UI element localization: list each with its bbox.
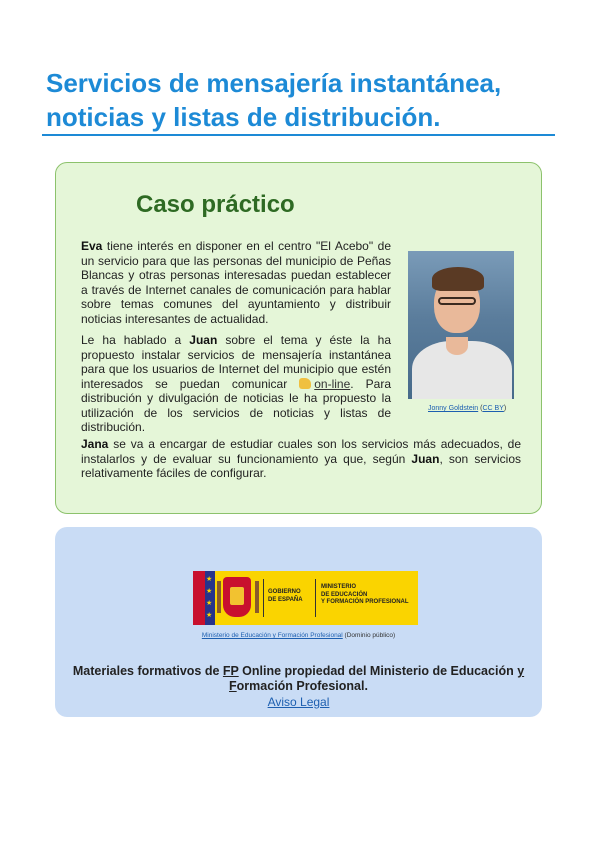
case-paragraph-2-pre: Le ha hablado a [81, 333, 190, 347]
name-jana: Jana [81, 437, 109, 451]
photo-neck [446, 337, 468, 355]
name-juan-2: Juan [411, 451, 440, 466]
footer-box [55, 527, 542, 717]
logo-flag-red [193, 571, 205, 625]
footer-text-b: Online propiedad del Ministerio de Educación [238, 664, 518, 678]
logo-government-text: GOBIERNO DE ESPAÑA [268, 589, 303, 603]
footer-text-f: F [229, 679, 237, 693]
case-study-box [55, 162, 542, 514]
photo-caption-close: ) [503, 405, 507, 412]
case-paragraph-1-text: tiene interés en disponer en el centro "El Acebo" de un servicio para que las personas del municipio de Peñas Blancas y otras personas interesadas puedan establecer a través de Internet canales de comunicación para hablar sobre temas comunes del ayuntamiento y distribuir noticias interesantes de actualidad. [81, 239, 391, 326]
footer-ownership-text [55, 664, 542, 694]
photo-author-link[interactable]: Jonny Goldstein [428, 405, 479, 412]
hand-pointer-icon [299, 378, 311, 389]
case-paragraph-3 [81, 437, 521, 481]
case-paragraph-2 [81, 333, 391, 435]
ministry-credit-link[interactable]: Ministerio de Educación y Formación Profesional [201, 632, 343, 639]
case-paragraph-2-mid: sobre el tema y éste la ha propuesto instalar servicios de mensajería instantánea para que los usuarios de Internet del municipio que estén interesados se puedan comunicar [81, 333, 391, 391]
photo-caption-open: ( [478, 405, 483, 412]
footer-text-y: y [517, 664, 525, 678]
legal-notice-link[interactable]: Aviso Legal [267, 695, 330, 709]
photo-glasses [438, 297, 476, 305]
logo-ministry-text: MINISTERIO DE EDUCACIÓN Y FORMACIÓN PROFESIONAL [321, 584, 409, 605]
case-paragraph-2-post: . Para distribución y divulgación de noticias le ha propuesto la utilización de los servicios de noticias y listas de distribución. [81, 376, 391, 434]
online-glossary-link[interactable]: on-line [314, 376, 351, 391]
title-divider [42, 134, 555, 136]
star-icon: ★ [206, 600, 213, 607]
logo-divider-1 [263, 579, 264, 617]
star-icon: ★ [206, 576, 213, 583]
footer-text-d: ormación Profesional. [236, 679, 368, 693]
logo-pillar-right [255, 581, 259, 613]
page-title [46, 66, 556, 134]
case-paragraph-3-post: , son servicios relativamente fáciles de configurar. [81, 451, 521, 480]
star-icon: ★ [206, 612, 213, 619]
name-eva: Eva [81, 239, 103, 253]
case-study-heading: Caso práctico [136, 191, 295, 218]
ministry-logo [193, 571, 418, 625]
photo-license-link[interactable]: CC BY [482, 405, 504, 412]
legal-notice [55, 695, 542, 709]
logo-caption [55, 632, 542, 639]
logo-pillar-left [217, 581, 221, 613]
page-title-line2: noticias y listas de distribución. [46, 102, 441, 132]
portrait-photo [408, 251, 514, 399]
logo-license-text: (Dominio público) [342, 632, 396, 639]
photo-caption [428, 405, 506, 412]
photo-hair [432, 267, 484, 291]
case-paragraph-3-mid: se va a encargar de estudiar cuales son los servicios más adecuados, de instalarlos y de evaluar su funcionamiento ya que, según [81, 437, 521, 466]
coat-of-arms-icon [223, 577, 251, 617]
page-title-line1: Servicios de mensajería instantánea, [46, 68, 502, 98]
footer-text-a: Materiales formativos de [72, 664, 223, 678]
case-paragraph-1 [81, 239, 391, 326]
logo-divider-2 [315, 579, 316, 617]
footer-text-fp: FP [222, 664, 239, 678]
star-icon: ★ [206, 588, 213, 595]
name-juan: Juan [189, 333, 218, 347]
